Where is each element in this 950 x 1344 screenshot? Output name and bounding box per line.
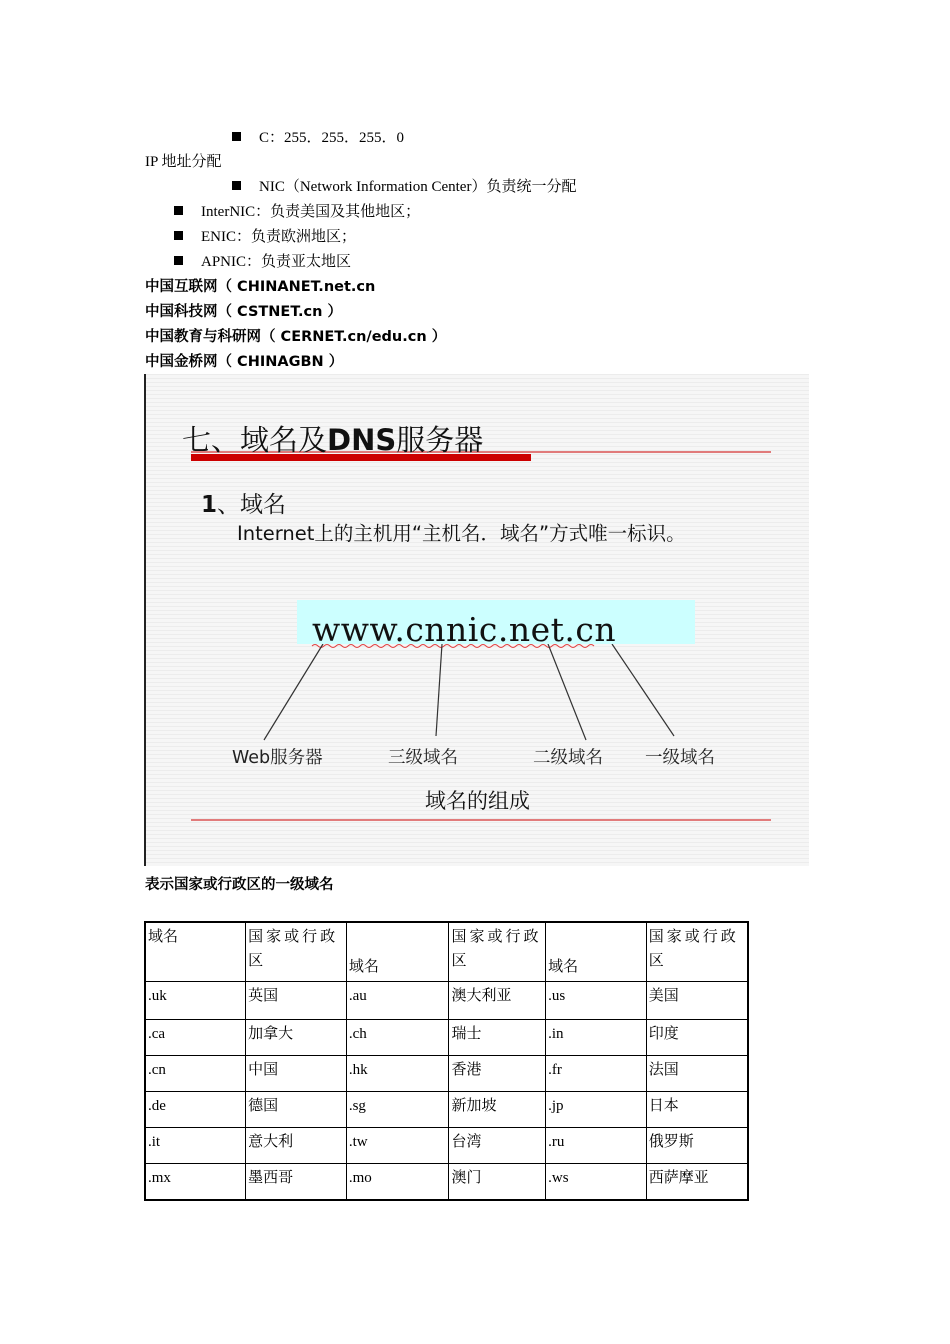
network-cernet: 中国教育与科研网（ CERNET.cn/edu.cn ） [145,329,447,345]
table-cell: 中国 [246,1056,347,1092]
table-cell: 俄罗斯 [646,1128,748,1164]
slide-title-post: 服务器 [396,423,484,457]
header-cell [546,922,647,982]
header-cell: 域名 [145,922,246,982]
table-cell: .ws [546,1164,647,1201]
table-cell: .ch [346,1020,449,1056]
table-cell: .cn [145,1056,246,1092]
table-cell: 墨西哥 [246,1164,347,1201]
table-cell: 日本 [646,1092,748,1128]
table-row [145,1128,748,1164]
header-cell: 国家或行政区 [449,922,546,982]
table-cell: .tw [346,1128,449,1164]
list-item-text: NIC（Network Information Center）负责统一分配 [259,179,577,195]
table-cell: 澳大利亚 [449,982,546,1020]
table-cell: .it [145,1128,246,1164]
table-cell: .au [346,982,449,1020]
table-cell: 瑞士 [449,1020,546,1056]
table-cell: 台湾 [449,1128,546,1164]
list-item-text: C：255．255．255．0 [259,130,405,146]
label-web-server: Web服务器 [232,748,323,768]
slide-caption: 域名的组成 [425,789,530,813]
list-item-text: InterNIC：负责美国及其他地区； [201,204,421,220]
square-bullet-icon [232,132,241,141]
header-cell: 国家或行政区 [646,922,748,982]
table-cell: 法国 [646,1056,748,1092]
pointer-line-first [612,644,674,736]
list-item-enic [174,227,356,247]
table-cell: 西萨摩亚 [646,1164,748,1201]
table-header-row [145,922,748,982]
table-cell: .ru [546,1128,647,1164]
table-row [145,1020,748,1056]
dns-slide-figure [144,374,809,866]
table-cell: .fr [546,1056,647,1092]
header-cell [346,922,449,982]
table-row [145,1056,748,1092]
list-item-text: APNIC：负责亚太地区 [201,254,352,270]
table-cell: .de [145,1092,246,1128]
label-first-level: 一级域名 [645,748,715,768]
square-bullet-icon [232,181,241,190]
table-row [145,1164,748,1201]
table-cell: .uk [145,982,246,1020]
label-third-level: 三级域名 [388,748,458,768]
table-cell: .sg [346,1092,449,1128]
slide-title-bold: DNS [327,423,397,457]
table-cell: .mo [346,1164,449,1201]
square-bullet-icon [174,231,183,240]
network-cstnet: 中国科技网（ CSTNET.cn ） [145,304,342,320]
slide-subtitle-text: 、域名 [217,492,287,518]
section-title: 表示国家或行政区的一级域名 [145,877,334,893]
pointer-line-web [264,644,323,740]
table-cell: .jp [546,1092,647,1128]
table-row [145,982,748,1020]
list-item-text: ENIC：负责欧洲地区； [201,229,356,245]
list-item-internic [174,202,420,222]
table-cell: .hk [346,1056,449,1092]
table-cell: .ca [145,1020,246,1056]
pointer-line-second [548,644,586,740]
list-item-nic [232,177,576,197]
table-cell: .us [546,982,647,1020]
ip-alloc-heading: IP 地址分配 [145,154,222,170]
table-cell: 美国 [646,982,748,1020]
country-tld-table [144,921,749,1201]
header-cell: 国家或行政区 [246,922,347,982]
list-item-mask-c [232,128,404,148]
table-cell: 德国 [246,1092,347,1128]
table-cell: 澳门 [449,1164,546,1201]
table-cell: 意大利 [246,1128,347,1164]
slide-title [182,418,483,459]
table-cell: 香港 [449,1056,546,1092]
slide-subtitle [201,486,286,519]
slide-description: Internet上的主机用“主机名．域名”方式唯一标识。 [237,522,686,545]
list-item-apnic [174,252,351,272]
table-cell: .mx [145,1164,246,1201]
square-bullet-icon [174,206,183,215]
table-cell: 加拿大 [246,1020,347,1056]
slide-title-pre: 七、域名及 [182,423,328,457]
header-cell-text: 域名 [548,959,579,975]
table-cell: .in [546,1020,647,1056]
tld-table-body [145,922,748,1200]
table-cell: 印度 [646,1020,748,1056]
label-second-level: 二级域名 [533,748,603,768]
table-cell: 新加坡 [449,1092,546,1128]
pointer-line-third [436,644,442,736]
slide-subtitle-number: 1 [201,492,218,518]
network-chinanet: 中国互联网（ CHINANET.net.cn [145,279,376,295]
square-bullet-icon [174,256,183,265]
example-domain-url: www.cnnic.net.cn [312,610,617,649]
network-chinagbn: 中国金桥网（ CHINAGBN ） [145,354,344,370]
table-row [145,1092,748,1128]
header-cell-text: 域名 [348,959,379,975]
table-cell: 英国 [246,982,347,1020]
